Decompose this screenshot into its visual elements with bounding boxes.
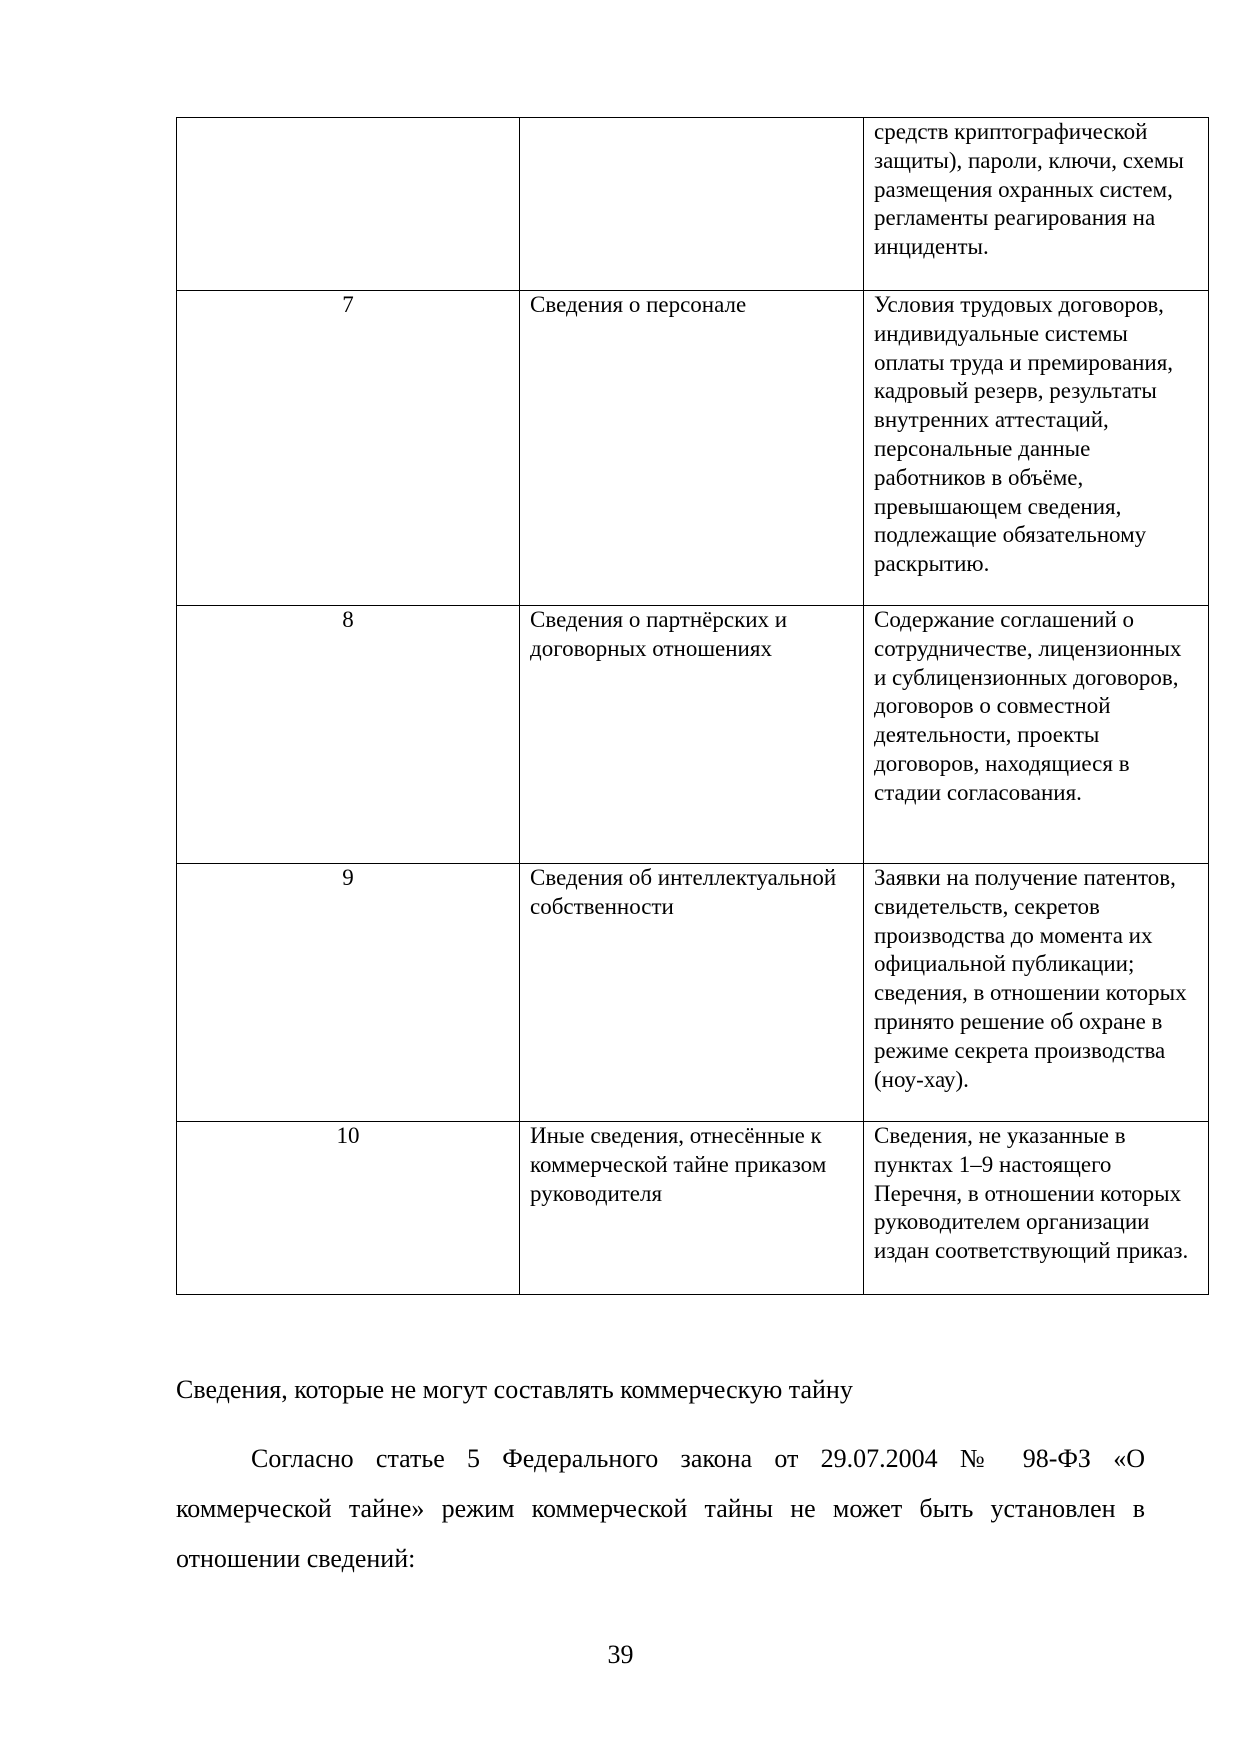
- row-number-cell: 8: [177, 606, 520, 864]
- body-paragraph: Согласно статье 5 Федерального закона от 29.07.2004 № 98-ФЗ «О коммерческой тайне» режим коммерческой тайны не может быть установлен в отношении сведений:: [176, 1444, 1145, 1573]
- category-cell: [520, 118, 864, 291]
- category-cell: Сведения о персонале: [520, 291, 864, 606]
- page-number: 39: [607, 1640, 634, 1669]
- table-row: [177, 291, 1209, 606]
- category-cell: Сведения о партнёрских и договорных отношениях: [520, 606, 864, 864]
- table-row: [177, 118, 1209, 291]
- row-number-cell: [177, 118, 520, 291]
- row-number-cell: 10: [177, 1122, 520, 1295]
- category-cell: Сведения об интеллектуальной собственности: [520, 864, 864, 1122]
- section-subheading: Сведения, которые не могут составлять коммерческую тайну: [176, 1375, 853, 1404]
- description-cell: Условия трудовых договоров, индивидуальные системы оплаты труда и премирования, кадровый резерв, результаты внутренних аттестаций, персональные данные работников в объёме, превышающем сведения, подлежащие обязательному раскрытию.: [864, 291, 1209, 606]
- table-row: [177, 606, 1209, 864]
- row-number-cell: 9: [177, 864, 520, 1122]
- trade-secret-table: [176, 117, 1209, 1295]
- table-row: [177, 864, 1209, 1122]
- description-cell: средств криптографической защиты), пароли, ключи, схемы размещения охранных систем, регламенты реагирования на инциденты.: [864, 118, 1209, 291]
- category-cell: Иные сведения, отнесённые к коммерческой тайне приказом руководителя: [520, 1122, 864, 1295]
- description-cell: Содержание соглашений о сотрудничестве, лицензионных и сублицензионных договоров, договоров о совместной деятельности, проекты договоров, находящиеся в стадии согласования.: [864, 606, 1209, 864]
- description-cell: Сведения, не указанные в пунктах 1–9 настоящего Перечня, в отношении которых руководителем организации издан соответствующий приказ.: [864, 1122, 1209, 1295]
- description-cell: Заявки на получение патентов, свидетельств, секретов производства до момента их официальной публикации; сведения, в отношении которых принято решение об охране в режиме секрета производства (ноу-хау).: [864, 864, 1209, 1122]
- row-number-cell: 7: [177, 291, 520, 606]
- table-row: [177, 1122, 1209, 1295]
